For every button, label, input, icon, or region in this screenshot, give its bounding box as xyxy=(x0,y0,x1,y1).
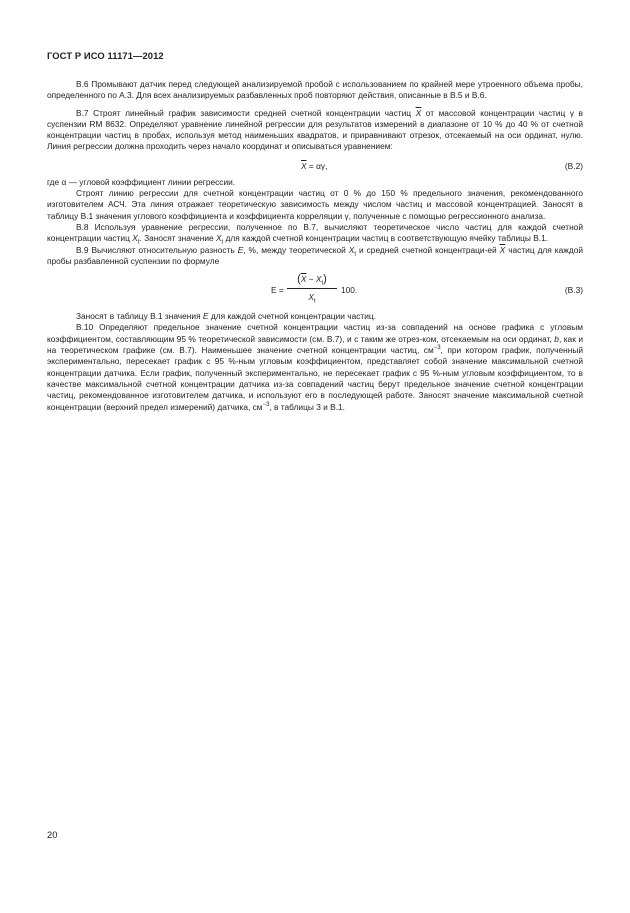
page-number: 20 xyxy=(47,829,58,840)
paragraph-b6: В.6 Промывают датчик перед следующей анализируемой пробой с использованием по крайней мере утроенного объема пробы, определенного по А.3. Для всех анализируемых разбавленных проб повторяют действия, описанные в В.5 и В.6. xyxy=(47,79,583,101)
equation-b2: $\overline{X} = \alpha\gamma$, (В.2) xyxy=(301,160,583,171)
document-body xyxy=(47,79,583,413)
paragraph-enter-e: Заносят в таблицу В.1 значения E для каждой счетной концентрации частиц. xyxy=(76,311,376,322)
paragraph-build: Строят линию регрессии для счетной концентрации частиц от 0 % до 150 % предельного значения, рекомендованного изготовителем АСЧ. Эта линия отражает теоретическую зависимость между числом частиц и массовой концентрацией. Заносят в таблицу В.1 значения углового коэффициента и коэффициента корреляции γ, полученные с помощью регрессионного анализа. xyxy=(47,188,583,221)
equation-b3: E = $(\overline{X} - X_t)$ $X_t$ 100. (В.3) xyxy=(271,273,583,305)
paragraph-b10: В.10 Определяют предельное значение счетной концентрации частиц из-за совпадений на основе графика с угловым коэффициентом, составляющим 95 % теоретической зависимости (см. В.7), и с таким же отрез-ком, отсекаемым на оси ординат, b, как и на теоретическом графике (см. В.7). Наименьшее значение счетной концентрации частиц, $см^{-3}$, при котором график, полученный экспериментально, пересекает график с 95 %-ным угловым коэффициентом, представляет собой значение максимальной счетной концентрации датчика. Если график, полученный экспериментально, не пересекает график с 95 %-ным угловым коэффициентом, то в качестве максимальной счетной концентрации датчика из-за совпадений частиц берут предельное значение счетной концентрации частиц, рекомендованное изготовителем датчика, и используют его в последующей работе. Заносят значение максимальной счетной концентрации (верхний предел измерений) датчика, $см^{-3}$, в таблицы 3 и В.1. xyxy=(47,322,583,412)
document-header: ГОСТ Р ИСО 11171—2012 xyxy=(47,50,164,61)
equation-number: (В.3) xyxy=(564,285,583,296)
paragraph-where: где α — угловой коэффициент линии регрессии. xyxy=(47,176,236,187)
equation-number: (В.2) xyxy=(564,160,583,171)
paragraph-b7: В.7 Строят линейный график зависимости средней счетной концентрации частиц $\overline{X}$ от массовой концентрации частиц γ в суспензии RM 8632. Определяют уравнение линейной регрессии для результатов измерений в диапазоне от 10 % до 40 % от счетной концентрации частиц в пробах, используя метод наименьших квадратов, и приравнивают отрезок, отсекаемый на оси ординат, нулю. Линия регрессии должна проходить через начало координат и описываться уравнением: xyxy=(47,107,583,152)
paragraph-b8: В.8 Используя уравнение регрессии, полученное по В.7, вычисляют теоретическое число частиц для каждой счетной концентрации частиц $X_t$. Заносят значение $X_t$ для каждой счетной концентрации частиц в соответствующую ячейку таблицы В.1. xyxy=(47,221,583,246)
symbol-x-bar: $\overline{X}$ xyxy=(415,107,422,118)
paragraph-b9: В.9 Вычисляют относительную разность E, %, между теоретической $X_t$ и средней счетной концентраци-ей $\overline{X}$ частиц для каждой пробы разбавленной суспензии по формуле xyxy=(47,244,584,266)
